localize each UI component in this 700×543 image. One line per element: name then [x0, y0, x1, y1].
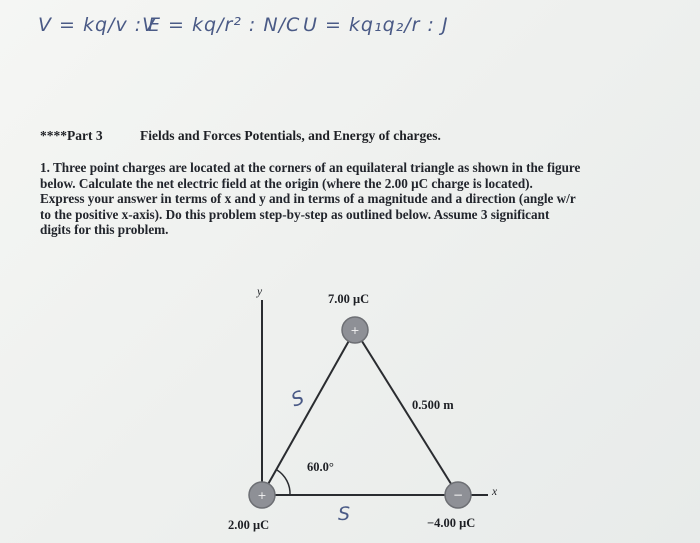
- problem-line: Express your answer in terms of x and y and in terms of a magnitude and a direction (angle w/r: [40, 191, 576, 207]
- angle-label: 60.0°: [307, 460, 334, 474]
- top-charge-label: 7.00 μC: [328, 292, 370, 306]
- part-label: ****Part 3: [40, 128, 103, 143]
- problem-line: to the positive x-axis). Do this problem step-by-step as outlined below. Assume 3 significant: [40, 206, 550, 222]
- angle-arc: [277, 470, 290, 495]
- x-axis-label: x: [492, 486, 498, 498]
- handwritten-energy-formula: U = kq₁q₂/r : J: [303, 14, 449, 36]
- handwritten-s-bottom: S: [338, 503, 351, 525]
- problem-line: below. Calculate the net electric field at the origin (where the 2.00 μC charge is located).: [40, 175, 533, 191]
- problem-line: 1. Three point charges are located at the corners of an equilateral triangle as shown in the figure: [40, 160, 581, 175]
- left-charge-label: 2.00 μC: [228, 518, 270, 532]
- part-title: Fields and Forces Potentials, and Energy of charges.: [140, 128, 441, 143]
- y-axis-label: y: [257, 286, 263, 298]
- top-charge-plus-sign: +: [350, 324, 360, 337]
- handwritten-potential-formula: V = kq/v :V: [38, 14, 157, 36]
- left-charge-plus-sign: +: [257, 489, 267, 502]
- right-charge-label: −4.00 μC: [427, 516, 476, 530]
- right-charge-minus-sign: −: [452, 488, 464, 502]
- side-length-label: 0.500 m: [412, 398, 454, 412]
- handwritten-s-left: S: [288, 386, 308, 412]
- handwritten-field-formula: E = kq/r² : N/C: [148, 14, 301, 36]
- problem-line: digits for this problem.: [40, 222, 169, 238]
